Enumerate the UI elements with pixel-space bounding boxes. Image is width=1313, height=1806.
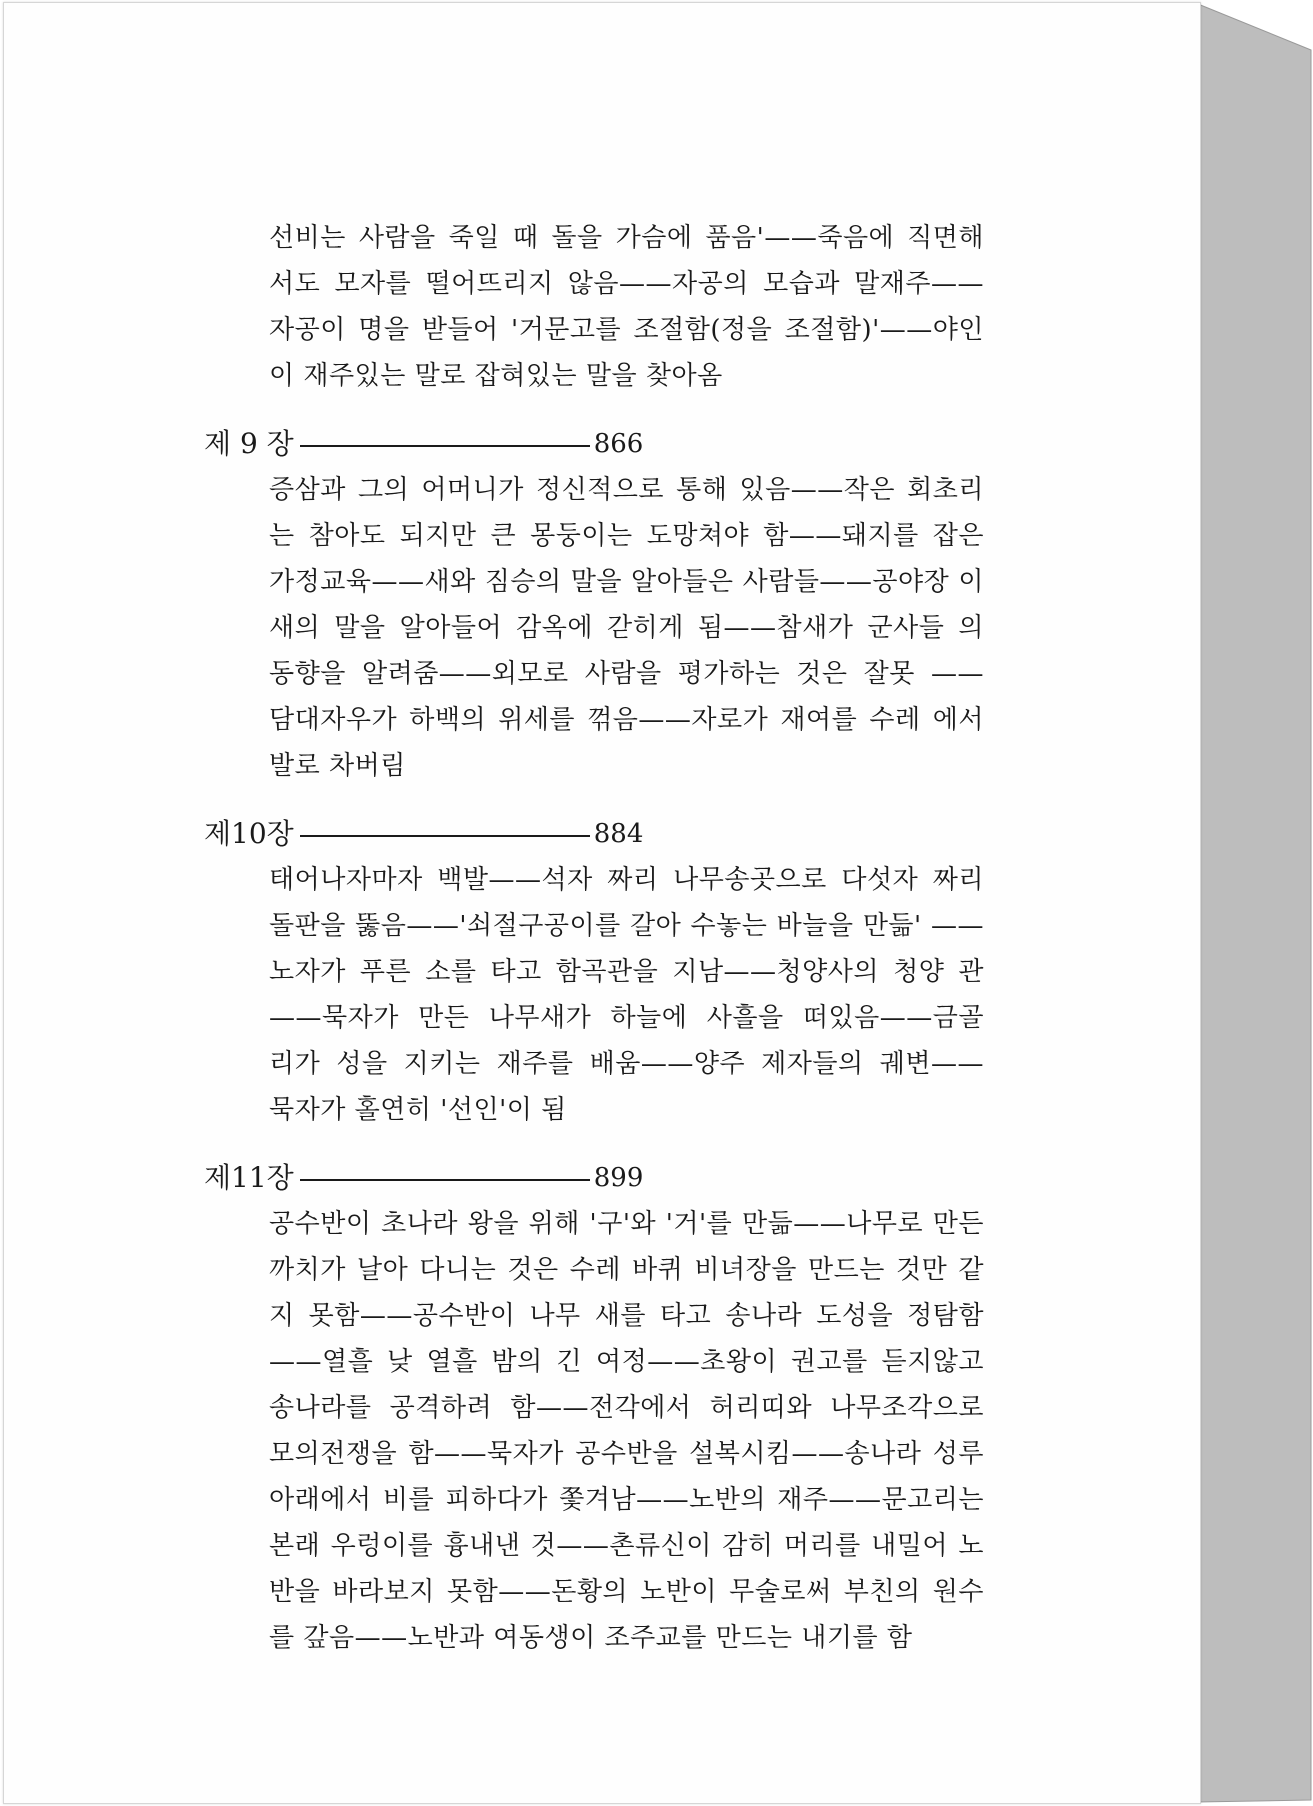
chapter-title: 제 9 장 bbox=[204, 427, 294, 460]
page-number: 866 bbox=[593, 429, 644, 459]
chapter-title: 제10장 bbox=[204, 817, 294, 850]
toc-section-ch9 bbox=[204, 421, 1004, 789]
leader-line bbox=[300, 445, 590, 447]
leader-line bbox=[300, 1179, 590, 1181]
page-number: 884 bbox=[593, 819, 644, 849]
section-summary: 공수반이 초나라 왕을 위해 '구'와 '거'를 만듦——나무로 만든 까치가 날아 다니는 것은 수레 바퀴 비녀장을 만드는 것만 같 지 못함——공수반이 나무 새를 타고 송나라 도성을 정탐함 ——열흘 낮 열흘 밤의 긴 여정——초왕이 권고를 듣지않고 송나라를 공격하려 함——전각에서 허리띠와 나무조각으로 모의전쟁을 함——묵자가 공수반을 설복시킴——송나라 성루 아래에서 비를 피하다가 쫓겨남——노반의 재주——문고리는 본래 우렁이를 흉내낸 것——촌류신이 감히 머리를 내밀어 노 반을 바라보지 못함——돈황의 노반이 무술로써 부친의 원수 를 갚음——노반과 여동생이 조주교를 만드는 내기를 함 bbox=[269, 1209, 984, 1653]
toc-section-ch10 bbox=[204, 811, 1004, 1133]
chapter-title: 제11장 bbox=[204, 1161, 294, 1194]
table-of-contents bbox=[204, 215, 1004, 1661]
section-summary: 선비는 사람을 죽일 때 돌을 가슴에 품음'——죽음에 직면해 서도 모자를 떨어뜨리지 않음——자공의 모습과 말재주—— 자공이 명을 받들어 '거문고를 조절함(정을 조절함)'——야인 이 재주있는 말로 잡혀있는 말을 찾아옴 bbox=[269, 223, 984, 391]
section-heading bbox=[204, 811, 1004, 857]
section-summary: 태어나자마자 백발——석자 짜리 나무송곳으로 다섯자 짜리 돌판을 뚫음——'쇠절구공이를 갈아 수놓는 바늘을 만듦' ——노자가 푸른 소를 타고 함곡관을 지남——청양사의 청양 관——묵자가 만든 나무새가 하늘에 사흘을 떠있음——금골 리가 성을 지키는 재주를 배움——양주 제자들의 궤변—— 묵자가 홀연히 '선인'이 됨 bbox=[269, 865, 984, 1125]
page bbox=[3, 2, 1201, 1804]
toc-section-ch11 bbox=[204, 1155, 1004, 1661]
section-heading bbox=[204, 421, 1004, 467]
page-number: 899 bbox=[593, 1163, 644, 1193]
section-heading bbox=[204, 1155, 1004, 1201]
leader-line bbox=[300, 835, 590, 837]
toc-section-continued bbox=[204, 215, 1004, 399]
section-summary: 증삼과 그의 어머니가 정신적으로 통해 있음——작은 회초리 는 참아도 되지만 큰 몽둥이는 도망쳐야 함——돼지를 잡은 가정교육——새와 짐승의 말을 알아들은 사람들——공야장 이 새의 말을 알아들어 감옥에 갇히게 됨——참새가 군사들 의 동향을 알려줌——외모로 사람을 평가하는 것은 잘못 ——담대자우가 하백의 위세를 꺾음——자로가 재여를 수레 에서 발로 차버림 bbox=[269, 475, 984, 781]
